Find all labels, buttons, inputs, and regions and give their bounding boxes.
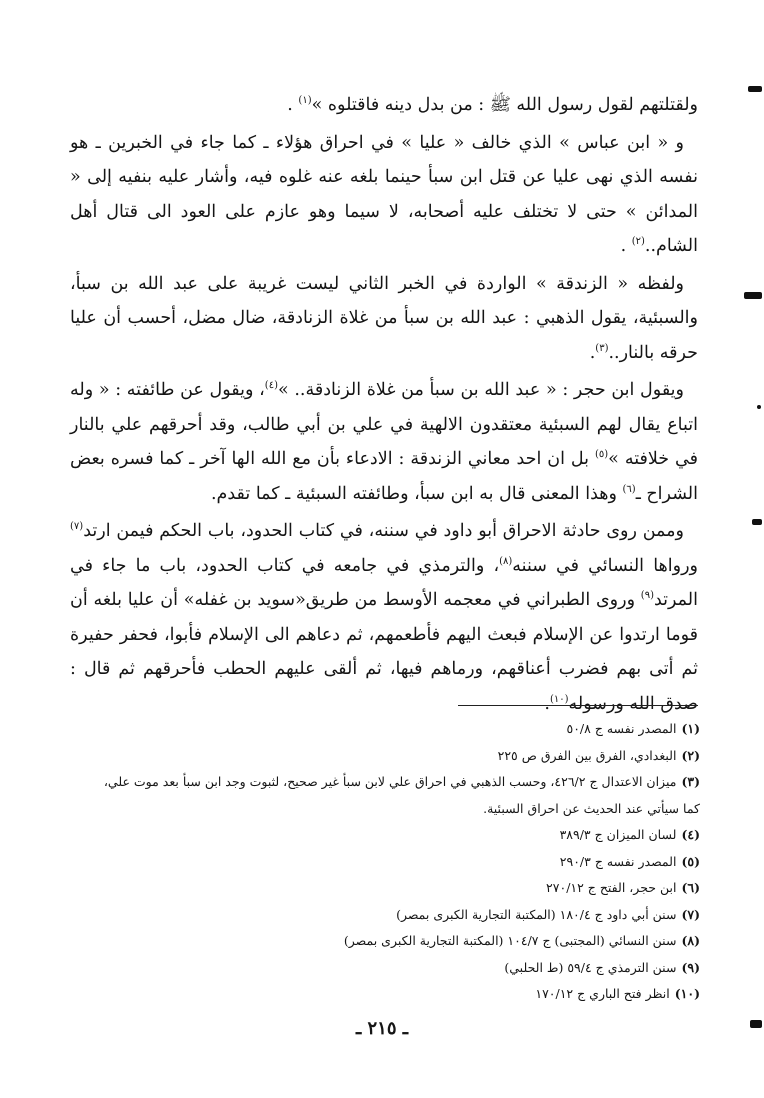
binding-mark	[750, 1020, 762, 1028]
binding-mark	[744, 292, 762, 299]
binding-mark	[757, 405, 761, 409]
footnote-item: (٧)سنن أبي داود ج ١٨٠/٤ (المكتبة التجارية الكبرى بمصر)	[396, 906, 700, 922]
footnote-ref[interactable]: (٢)	[631, 236, 645, 248]
footnote-item: (١)المصدر نفسه ج ٥٠/٨	[566, 721, 700, 736]
footnote-ref[interactable]: (٤)	[264, 380, 278, 392]
paragraph-5: وممن روى حادثة الاحراق أبو داود في سننه، في كتاب الحدود، باب الحكم فيمن ارتد$^{(٧)}$ ورواها النسائي في سننه$^{(٨)}$، والترمذي في جامعه في كتاب الحدود، باب ما جاء في المرتد$^{(٩)}$ وروى الطبراني في معجمه الأوسط من طريق«سويد بن غفله» أن عليا بلغه أن قوما ارتدوا عن الإسلام فبعث اليهم فأطعمهم، ثم دعاهم الى الإسلام فأبوا، فحفر حفيرة ثم أتى بهم فضرب أعناقهم، ورماهم فيها، ثم ألقى عليهم الحطب فأحرقهم ثم قال : صدق الله ورسوله$^{(١٠)}$.	[70, 521, 698, 714]
footnote-separator	[458, 705, 698, 706]
footnote-item: (٦)ابن حجر، الفتح ج ٢٧٠/١٢	[546, 880, 700, 895]
footnote-item: (٢)البغدادي، الفرق بين الفرق ص ٢٢٥	[497, 747, 700, 763]
footnote-item: (٨)سنن النسائي (المجتبى) ج ١٠٤/٧ (المكتبة التجارية الكبرى بمصر)	[343, 933, 700, 948]
footnote-ref[interactable]: (١)	[298, 95, 312, 107]
footnote-ref[interactable]: (٦)	[622, 483, 636, 495]
footnote-item: (٤)لسان الميزان ج ٣٨٩/٣	[559, 827, 700, 842]
paragraph-3: ولفظه « الزندقة » الواردة في الخبر الثاني ليست غريبة على عبد الله بن سبأ، والسبئية، يقول الذهبي : عبد الله بن سبأ من غلاة الزنادقة، ضال مضل، أحسب أن عليا حرقه بالنار..$^{(٣)}$.	[70, 273, 698, 363]
binding-mark	[752, 519, 762, 525]
paragraph-4: ويقول ابن حجر : « عبد الله بن سبأ من غلاة الزنادقة.. »$^{(٤)}$، ويقول عن طائفته : « وله اتباع يقال لهم السبئية معتقدون الالهية في علي بن أبي طالب، وقد أحرقهم علي بالنار في خلافته »$^{(٥)}$ بل ان احد معاني الزندقة : الادعاء بأن مع الله الها آخر ـ كما فسره بعض الشراح ـ$^{(٦)}$ وهذا المعنى قال به ابن سبأ، وطائفته السبئية ـ كما تقدم.	[70, 380, 698, 504]
footnote-ref[interactable]: (٩)	[640, 590, 654, 602]
footnote-item: (٥)المصدر نفسه ج ٢٩٠/٣	[559, 853, 700, 869]
footnote-ref[interactable]: (٧)	[70, 521, 84, 533]
main-text	[70, 88, 698, 724]
footnote-item: (١٠)انظر فتح الباري ج ١٧٠/١٢	[535, 986, 700, 1001]
paragraph-1: ولقتلتهم لقول رسول الله ﷺ : من بدل دينه فاقتلوه »$^{(١)}$ .	[287, 95, 698, 115]
footnote-ref[interactable]: (٥)	[594, 449, 609, 461]
binding-mark	[748, 86, 762, 92]
footnote-ref[interactable]: (١٠)	[549, 693, 569, 705]
footnote-continuation: كما سيأتي عند الحديث عن احراق السبئية.	[483, 800, 700, 816]
footnotes	[60, 716, 700, 1008]
page-number: ـ ٢١٥ ـ	[355, 1018, 409, 1039]
footnote-item: (٩)سنن الترمذي ج ٥٩/٤ (ط الحلبي)	[504, 959, 700, 975]
footnote-item: (٣)ميزان الاعتدال ج ٤٢٦/٢، وحسب الذهبي في احراق علي لابن سبأ غير صحيح، لثبوت وجد ابن سبأ بعد موت علي،	[103, 774, 700, 789]
footnote-ref[interactable]: (٨)	[499, 555, 513, 567]
footnote-ref[interactable]: (٣)	[595, 342, 609, 354]
paragraph-2: و « ابن عباس » الذي خالف « عليا » في احراق هؤلاء ـ كما جاء في الخبرين ـ هو نفسه الذي نهى عليا عن قتل ابن سبأ حينما بلغه عنه غلوه فيه، وأشار عليه بنفيه إلى « المدائن » حتى لا تختلف عليه أصحابه، لا سيما وهو عازم على العود الى قتال أهل الشام..$^{(٢)}$ .	[70, 132, 698, 256]
